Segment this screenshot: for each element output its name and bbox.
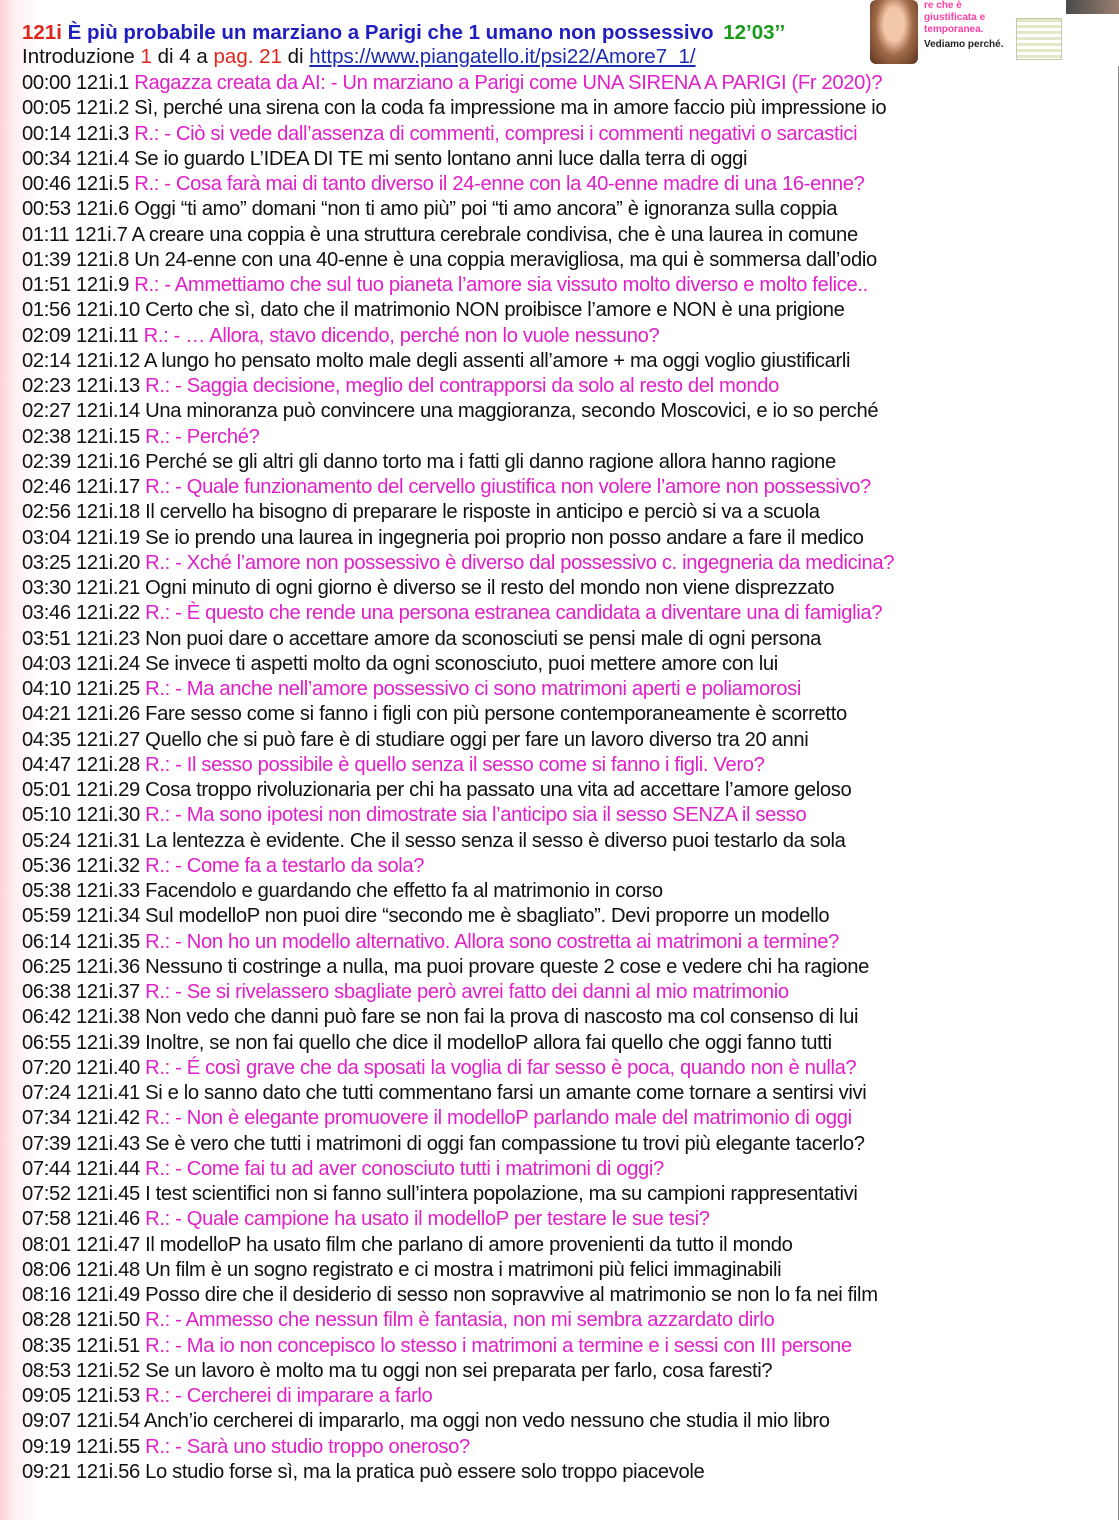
line-code: 121i.17 — [76, 476, 140, 498]
timestamp: 05:59 — [22, 905, 71, 928]
reply-text: Sì, perché una sirena con la coda fa impressione ma in amore faccio più impressione io — [134, 97, 887, 120]
transcript-line — [22, 829, 1112, 854]
timestamp: 07:58 — [22, 1208, 71, 1231]
timestamp: 05:01 — [22, 779, 71, 801]
timestamp: 07:39 — [22, 1132, 71, 1155]
transcript-line — [22, 273, 1112, 298]
question-text: R.: - Ma io non concepisco lo stesso i matrimoni a termine e i sessi con III persone — [145, 1334, 852, 1357]
transcript-line — [22, 677, 1112, 702]
transcript-line — [22, 349, 1112, 374]
line-code: 121i.18 — [76, 501, 140, 524]
title-code: 121i — [22, 21, 62, 44]
reply-text: Un film è un sogno registrato e ci mostra i matrimoni più felici immaginabili — [145, 1258, 782, 1281]
line-code: 121i.13 — [76, 375, 140, 397]
transcript-line — [22, 147, 1112, 172]
transcript-line — [22, 627, 1112, 652]
timestamp: 04:10 — [22, 678, 71, 700]
transcript-line — [22, 955, 1112, 980]
transcript-lines — [22, 71, 1112, 1485]
line-code: 121i.21 — [76, 577, 140, 599]
question-text: R.: - Cercherei di imparare a farlo — [145, 1385, 433, 1407]
timestamp: 08:16 — [22, 1284, 71, 1306]
reply-text: Nessuno ti costringe a nulla, ma puoi provare queste 2 cose e vedere chi ha ragione — [145, 955, 870, 978]
line-code: 121i.20 — [76, 551, 140, 574]
question-text: R.: - … Allora, stavo dicendo, perché non lo vuole nessuno? — [143, 324, 660, 347]
thumbnail-text-1: re che è giustificata e temporanea. — [924, 0, 986, 35]
transcript-line — [22, 601, 1112, 626]
timestamp: 02:27 — [22, 400, 71, 423]
reply-text: Se un lavoro è molto ma tu oggi non sei preparata per farlo, cosa faresti? — [145, 1359, 773, 1382]
line-code: 121i.56 — [76, 1460, 140, 1483]
line-code: 121i.35 — [76, 930, 140, 953]
timestamp: 05:24 — [22, 829, 71, 852]
line-code: 121i.32 — [76, 854, 140, 877]
timestamp: 07:34 — [22, 1107, 71, 1130]
reply-text: Se io guardo L’IDEA DI TE mi sento lontano anni luce dalla terra di oggi — [134, 147, 748, 170]
reply-text: Cosa troppo rivoluzionaria per chi ha passato una vita ad accettare l’amore geloso — [145, 779, 852, 801]
reply-text: A lungo ho pensato molto male degli assenti all’amore + ma oggi voglio giustificarli — [143, 349, 851, 372]
question-text: R.: - Se si rivelassero sbagliate però avrei fatto dei danni al mio matrimonio — [145, 981, 789, 1003]
transcript-line — [22, 1031, 1112, 1056]
transcript-line — [22, 1056, 1112, 1081]
transcript-line — [22, 753, 1112, 778]
transcript-line — [22, 778, 1112, 803]
question-text: Ragazza creata da AI: - Un marziano a Parigi come UNA SIRENA A PARIGI (Fr 2020)? — [134, 72, 883, 94]
line-code: 121i.12 — [76, 349, 140, 372]
timestamp: 06:38 — [22, 981, 71, 1003]
timestamp: 06:55 — [22, 1031, 71, 1054]
timestamp: 04:47 — [22, 753, 71, 776]
line-code: 121i.22 — [76, 602, 140, 625]
timestamp: 00:00 — [22, 72, 71, 94]
transcript-line — [22, 172, 1112, 197]
reply-text: La lentezza è evidente. Che il sesso senza il sesso è diverso puoi testarlo da sola — [145, 829, 846, 852]
timestamp: 02:56 — [22, 501, 71, 524]
timestamp: 06:25 — [22, 955, 71, 978]
line-code: 121i.51 — [76, 1334, 140, 1357]
transcript-line — [22, 879, 1112, 904]
transcript-line — [22, 576, 1112, 601]
timestamp: 07:44 — [22, 1157, 71, 1180]
transcript-line — [22, 1435, 1112, 1460]
line-code: 121i.38 — [76, 1006, 140, 1029]
line-code: 121i.4 — [76, 147, 129, 170]
transcript-line — [22, 1005, 1112, 1030]
line-code: 121i.1 — [76, 72, 129, 94]
reply-text: Sul modelloP non puoi dire “secondo me è sbagliato”. Devi proporre un modello — [145, 905, 830, 928]
transcript-line — [22, 1207, 1112, 1232]
timestamp: 00:46 — [22, 173, 71, 195]
timestamp: 05:38 — [22, 880, 71, 902]
timestamp: 09:05 — [22, 1385, 71, 1407]
page-title — [22, 20, 862, 45]
reply-text: A creare una coppia è una struttura cerebrale condivisa, che è una laurea in comune — [131, 223, 858, 246]
intro-number: 1 — [140, 45, 152, 68]
question-text: R.: - Quale funzionamento del cervello giustifica non volere l’amore non possessivo? — [145, 476, 871, 498]
question-text: R.: - Cosa farà mai di tanto diverso il 24-enne con la 40-enne madre di una 16-enne? — [134, 173, 865, 195]
timestamp: 04:35 — [22, 728, 71, 751]
reply-text: Un 24-enne con una 40-enne è una coppia meravigliosa, ma qui è sommersa dall’odio — [134, 248, 877, 271]
line-code: 121i.48 — [76, 1258, 140, 1281]
line-code: 121i.9 — [76, 274, 129, 296]
reply-text: Se io prendo una laurea in ingegneria poi proprio non posso andare a fare il medico — [145, 526, 864, 549]
transcript-line — [22, 298, 1112, 323]
transcript-line — [22, 1182, 1112, 1207]
line-code: 121i.37 — [76, 981, 140, 1003]
intro-page: pag. 21 — [213, 45, 282, 68]
transcript-line — [22, 324, 1112, 349]
question-text: R.: - È questo che rende una persona estranea candidata a diventare una di famiglia? — [145, 602, 883, 625]
line-code: 121i.54 — [76, 1410, 140, 1433]
transcript-line — [22, 930, 1112, 955]
transcript-line — [22, 399, 1112, 424]
reply-text: I test scientifici non si fanno sull’intera popolazione, ma su campioni rappresentativi — [145, 1183, 858, 1205]
timestamp: 00:14 — [22, 122, 71, 145]
line-code: 121i.49 — [76, 1284, 140, 1306]
question-text: R.: - Ma anche nell’amore possessivo ci sono matrimoni aperti e poliamorosi — [145, 678, 802, 700]
line-code: 121i.55 — [76, 1435, 140, 1458]
intro-prefix: Introduzione — [22, 45, 135, 68]
reply-text: Fare sesso come si fanno i figli con più persone contemporaneamente è scorretto — [145, 703, 847, 726]
timestamp: 08:53 — [22, 1359, 71, 1382]
transcript-line — [22, 551, 1112, 576]
line-code: 121i.24 — [76, 652, 140, 675]
intro-di: di — [287, 45, 304, 68]
reply-text: Si e lo sanno dato che tutti commentano farsi un amante come tornare a sentirsi vivi — [145, 1082, 867, 1104]
thumbnail-photo-strip — [1066, 0, 1119, 14]
transcript-line — [22, 1359, 1112, 1384]
transcript-line — [22, 1283, 1112, 1308]
timestamp: 02:46 — [22, 476, 71, 498]
title-text: È più probabile un marziano a Parigi che 1 umano non possessivo — [67, 21, 714, 44]
timestamp: 09:07 — [22, 1410, 71, 1433]
line-code: 121i.15 — [76, 425, 140, 448]
line-code: 121i.8 — [76, 248, 129, 271]
line-code: 121i.3 — [76, 122, 129, 145]
transcript-line — [22, 904, 1112, 929]
reply-text: Ogni minuto di ogni giorno è diverso se il resto del mondo non viene disprezzato — [145, 577, 835, 599]
line-code: 121i.23 — [76, 627, 140, 650]
timestamp: 07:20 — [22, 1056, 71, 1079]
timestamp: 03:51 — [22, 627, 71, 650]
timestamp: 02:09 — [22, 324, 71, 347]
transcript-line — [22, 96, 1112, 121]
timestamp: 08:06 — [22, 1258, 71, 1281]
timestamp: 00:34 — [22, 147, 71, 170]
line-code: 121i.25 — [76, 678, 140, 700]
line-code: 121i.36 — [76, 955, 140, 978]
line-code: 121i.28 — [76, 753, 140, 776]
header — [22, 20, 862, 69]
transcript-line — [22, 652, 1112, 677]
line-code: 121i.7 — [74, 223, 128, 246]
source-link[interactable]: https://www.piangatello.it/psi22/Amore7_1/ — [309, 45, 696, 68]
line-code: 121i.2 — [76, 97, 129, 120]
line-code: 121i.26 — [76, 703, 140, 726]
transcript-line — [22, 1081, 1112, 1106]
transcript-line — [22, 1460, 1112, 1485]
timestamp: 08:35 — [22, 1334, 71, 1357]
question-text: R.: - Xché l’amore non possessivo è diverso dal possessivo c. ingegneria da medicina? — [145, 551, 895, 574]
transcript-line — [22, 728, 1112, 753]
timestamp: 03:46 — [22, 602, 71, 625]
reply-text: Quello che si può fare è di studiare oggi per fare un lavoro diverso tra 20 anni — [145, 728, 809, 751]
line-code: 121i.5 — [76, 173, 129, 195]
line-code: 121i.47 — [76, 1233, 140, 1256]
line-code: 121i.30 — [76, 804, 140, 827]
question-text: R.: - Ammettiamo che sul tuo pianeta l’amore sia vissuto molto diverso e molto felice.. — [134, 274, 868, 296]
line-code: 121i.19 — [76, 526, 140, 549]
question-text: R.: - Come fa a testarlo da sola? — [145, 854, 425, 877]
line-code: 121i.53 — [76, 1385, 140, 1407]
reply-text: Non vedo che danni può fare se non fai la prova di nascosto ma col consenso di lui — [145, 1006, 859, 1029]
timestamp: 06:14 — [22, 930, 71, 953]
timestamp: 01:51 — [22, 274, 71, 296]
transcript-line — [22, 1334, 1112, 1359]
timestamp: 04:03 — [22, 652, 71, 675]
video-thumbnail[interactable] — [866, 0, 1119, 66]
line-code: 121i.27 — [76, 728, 140, 751]
transcript-line — [22, 1384, 1112, 1409]
transcript-line — [22, 475, 1112, 500]
line-code: 121i.44 — [76, 1157, 140, 1180]
question-text: R.: - Ciò si vede dall’assenza di commenti, compresi i commenti negativi o sarcastici — [134, 122, 858, 145]
transcript-line — [22, 1157, 1112, 1182]
reply-text: Anch’io cercherei di impararlo, ma oggi non vedo nessuno che studia il mio libro — [143, 1410, 830, 1433]
timestamp: 08:28 — [22, 1309, 71, 1332]
transcript-line — [22, 248, 1112, 273]
reply-text: Certo che sì, dato che il matrimonio NON proibisce l’amore e NON è una prigione — [145, 299, 845, 322]
transcript-line — [22, 1308, 1112, 1333]
timestamp: 07:24 — [22, 1082, 71, 1104]
line-code: 121i.6 — [76, 198, 129, 221]
timestamp: 02:23 — [22, 375, 71, 397]
line-code: 121i.33 — [76, 880, 140, 902]
question-text: R.: - Come fai tu ad aver conosciuto tutti i matrimoni di oggi? — [145, 1157, 664, 1180]
line-code: 121i.31 — [76, 829, 140, 852]
title-duration: 12’03’’ — [723, 21, 786, 44]
question-text: R.: - É così grave che da sposati la voglia di far sesso è poca, quando non è nulla? — [145, 1056, 857, 1079]
line-code: 121i.39 — [76, 1031, 140, 1054]
line-code: 121i.34 — [76, 905, 140, 928]
line-code: 121i.42 — [76, 1107, 140, 1130]
timestamp: 07:52 — [22, 1183, 71, 1205]
question-text: R.: - Non ho un modello alternativo. Allora sono costretta ai matrimoni a termine? — [145, 930, 840, 953]
timestamp: 02:39 — [22, 450, 71, 473]
reply-text: Una minoranza può convincere una maggioranza, secondo Moscovici, e io so perché — [145, 400, 879, 423]
timestamp: 03:04 — [22, 526, 71, 549]
timestamp: 03:25 — [22, 551, 71, 574]
transcript-line — [22, 223, 1112, 248]
line-code: 121i.40 — [76, 1056, 140, 1079]
transcript-line — [22, 122, 1112, 147]
line-code: 121i.29 — [76, 779, 140, 801]
question-text: R.: - Sarà uno studio troppo oneroso? — [145, 1435, 470, 1458]
timestamp: 06:42 — [22, 1006, 71, 1029]
timestamp: 01:39 — [22, 248, 71, 271]
reply-text: Se invece ti aspetti molto da ogni sconosciuto, puoi mettere amore con lui — [145, 652, 778, 675]
portrait-image — [870, 0, 918, 64]
timestamp: 03:30 — [22, 577, 71, 599]
line-code: 121i.41 — [76, 1082, 140, 1104]
intro-mid: di 4 a — [157, 45, 208, 68]
reply-text: Il cervello ha bisogno di preparare le risposte in anticipo e perciò si va a scuola — [145, 501, 820, 524]
timestamp: 02:38 — [22, 425, 71, 448]
reply-text: Posso dire che il desiderio di sesso non sopravvive al matrimonio se non lo fa nei film — [145, 1284, 878, 1306]
transcript-line — [22, 374, 1112, 399]
reply-text: Lo studio forse sì, ma la pratica può essere solo troppo piacevole — [145, 1460, 705, 1483]
transcript-line — [22, 71, 1112, 96]
timestamp: 05:10 — [22, 804, 71, 827]
line-code: 121i.16 — [76, 450, 140, 473]
transcript-line — [22, 1258, 1112, 1283]
intro-line — [22, 45, 862, 69]
timestamp: 05:36 — [22, 854, 71, 877]
timestamp: 04:21 — [22, 703, 71, 726]
question-text: R.: - Quale campione ha usato il modelloP per testare le sue tesi? — [145, 1208, 710, 1231]
reply-text: Oggi “ti amo” domani “non ti amo più” poi “ti amo ancora” è ignoranza sulla coppia — [134, 198, 838, 221]
transcript-line — [22, 425, 1112, 450]
line-code: 121i.10 — [76, 299, 140, 322]
transcript-line — [22, 450, 1112, 475]
line-code: 121i.11 — [76, 324, 139, 347]
timestamp: 00:05 — [22, 97, 71, 120]
timestamp: 09:21 — [22, 1460, 71, 1483]
question-text: R.: - Saggia decisione, meglio del contrapporsi da solo al resto del mondo — [145, 375, 780, 397]
question-text: R.: - Ma sono ipotesi non dimostrate sia l’anticipo sia il sesso SENZA il sesso — [145, 804, 807, 827]
transcript-line — [22, 980, 1112, 1005]
line-code: 121i.50 — [76, 1309, 140, 1332]
transcript-line — [22, 1132, 1112, 1157]
thumbnail-text-2: Vediamo perché. — [924, 39, 1004, 50]
transcript-line — [22, 500, 1112, 525]
reply-text: Inoltre, se non fai quello che dice il modelloP allora fai quello che oggi fanno tutti — [145, 1031, 832, 1054]
question-text: R.: - Perché? — [145, 425, 260, 448]
reply-text: Non puoi dare o accettare amore da sconosciuti se pensi male di ogni persona — [145, 627, 821, 650]
question-text: R.: - Ammesso che nessun film è fantasia, non mi sembra azzardato dirlo — [145, 1309, 775, 1332]
transcript-line — [22, 854, 1112, 879]
question-text: R.: - Non è elegante promuovere il modelloP parlando male del matrimonio di oggi — [145, 1107, 852, 1130]
timestamp: 08:01 — [22, 1233, 71, 1256]
transcript-line — [22, 803, 1112, 828]
transcript-line — [22, 1106, 1112, 1131]
transcript-line — [22, 526, 1112, 551]
transcript-line — [22, 1233, 1112, 1258]
timestamp: 01:56 — [22, 299, 71, 322]
thumbnail-caption — [924, 0, 1012, 51]
line-code: 121i.52 — [76, 1359, 140, 1382]
timestamp: 09:19 — [22, 1435, 71, 1458]
reply-text: Facendolo e guardando che effetto fa al matrimonio in corso — [145, 880, 663, 902]
timestamp: 02:14 — [22, 349, 71, 372]
reply-text: Perché se gli altri gli danno torto ma i fatti gli danno ragione allora hanno ragione — [145, 450, 836, 473]
reply-text: Se è vero che tutti i matrimoni di oggi fan compassione tu trovi più elegante tacerlo? — [145, 1132, 865, 1155]
transcript-line — [22, 1409, 1112, 1434]
timestamp: 00:53 — [22, 198, 71, 221]
line-code: 121i.46 — [76, 1208, 140, 1231]
line-code: 121i.14 — [76, 400, 140, 423]
transcript-line — [22, 197, 1112, 222]
timestamp: 01:11 — [22, 223, 70, 246]
thumbnail-document-preview — [1016, 18, 1062, 60]
line-code: 121i.45 — [76, 1183, 140, 1205]
reply-text: Il modelloP ha usato film che parlano di amore provenienti da tutto il mondo — [145, 1233, 793, 1256]
question-text: R.: - Il sesso possibile è quello senza il sesso come si fanno i figli. Vero? — [145, 753, 765, 776]
transcript-line — [22, 702, 1112, 727]
line-code: 121i.43 — [76, 1132, 140, 1155]
